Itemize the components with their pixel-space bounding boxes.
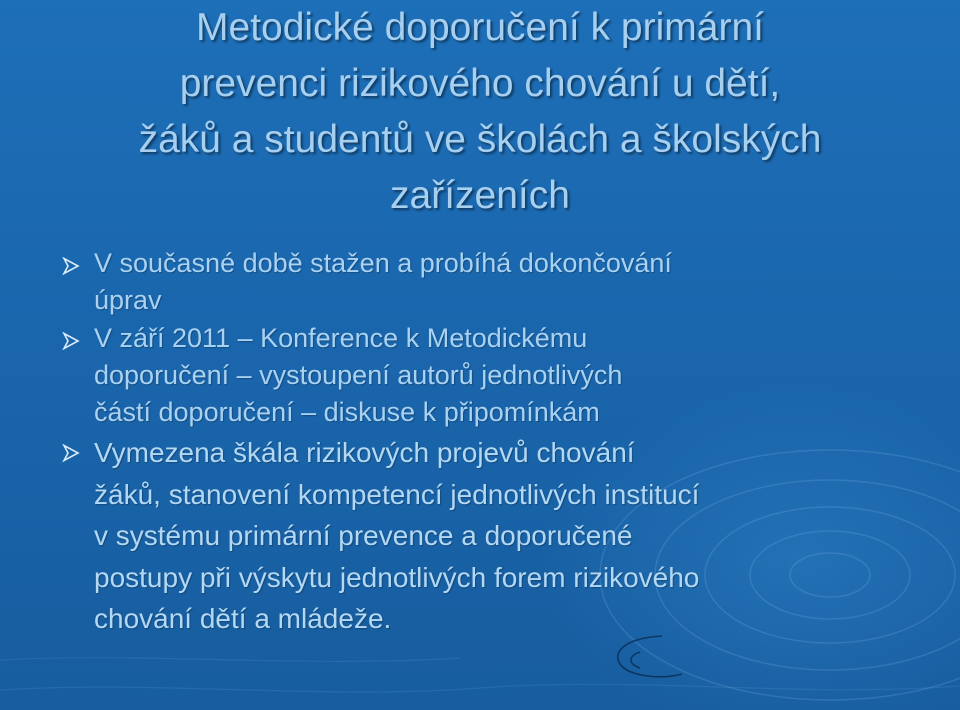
- bullet-line: doporučení – vystoupení autorů jednotlivých: [94, 360, 623, 390]
- bullet-item: [0, 320, 960, 431]
- arrowhead-bullet-icon: [62, 332, 80, 350]
- bullet-line: V současné době stažen a probíhá dokončování: [94, 248, 672, 278]
- bullet-line: V září 2011 – Konference k Metodickému: [94, 323, 588, 353]
- bullet-list: [0, 245, 960, 640]
- bullet-line: žáků, stanovení kompetencí jednotlivých institucí: [94, 478, 700, 510]
- title-line: prevenci rizikového chování u dětí,: [179, 62, 781, 105]
- bullet-line: částí doporučení – diskuse k připomínkám: [94, 397, 600, 427]
- title-line: Metodické doporučení k primární: [196, 6, 764, 49]
- bullet-item: [0, 245, 960, 319]
- slide-title: [40, 0, 920, 224]
- title-line: žáků a studentů ve školách a školských: [138, 118, 822, 161]
- bullet-text: [94, 245, 930, 319]
- bullet-line: chování dětí a mládeže.: [94, 603, 392, 634]
- title-line: zařízeních: [390, 174, 570, 217]
- bullet-line: v systému primární prevence a doporučené: [94, 520, 633, 551]
- bullet-line: úprav: [94, 285, 162, 315]
- bullet-text: [94, 320, 930, 431]
- arrowhead-bullet-icon: [62, 257, 80, 275]
- bullet-text: [94, 432, 930, 640]
- arrowhead-bullet-icon: [62, 444, 80, 462]
- bullet-item: [0, 432, 960, 640]
- bullet-line: Vymezena škála rizikových projevů chování: [94, 437, 635, 468]
- bullet-line: postupy při výskytu jednotlivých forem rizikového: [94, 561, 700, 593]
